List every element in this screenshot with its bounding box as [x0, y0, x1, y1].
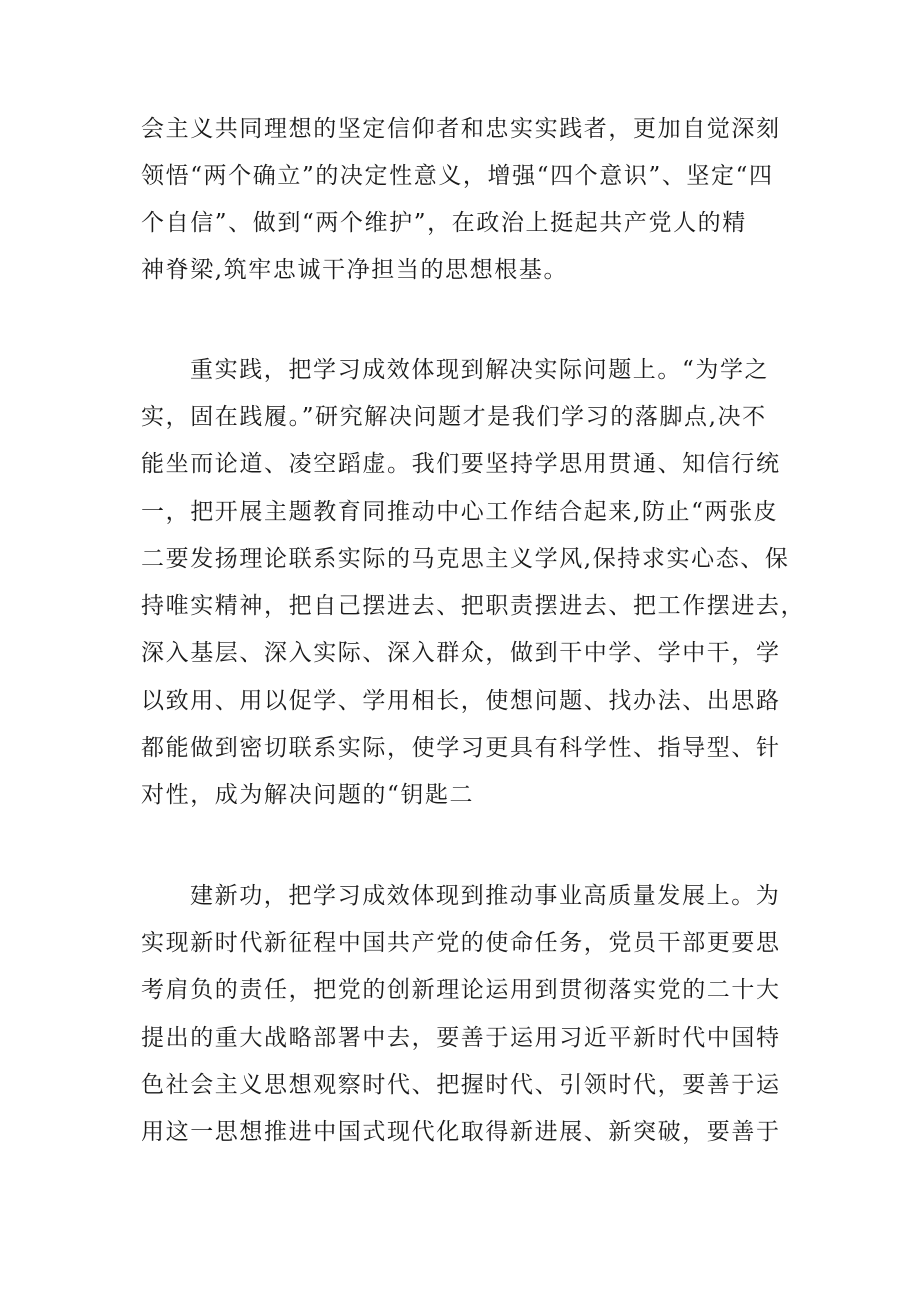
- text-line: 提出的重大战略部署中去，要善于运用习近平新时代中国特: [141, 1025, 781, 1051]
- text-line: 深入基层、深入实际、深入群众，做到干中学、学中干，学: [141, 640, 781, 666]
- text-line: 重实践，把学习成效体现到解决实际问题上。“为学之: [190, 357, 770, 383]
- text-line: 建新功，把学习成效体现到推动事业高质量发展上。为: [190, 883, 781, 909]
- text-line: 考肩负的责任，把党的创新理论运用到贯彻落实党的二十大: [141, 977, 781, 1003]
- text-line: 实现新时代新征程中国共产党的使命任务，党员干部更要思: [141, 930, 781, 956]
- text-line: 能坐而论道、凌空蹈虚。我们要坚持学思用贯通、知信行统: [141, 451, 781, 477]
- text-line: 对性，成为解决问题的“钥匙二: [141, 782, 475, 808]
- text-line: 会主义共同理想的坚定信仰者和忠实实践者，更加自觉深刻: [141, 116, 781, 142]
- text-line: 神脊梁,筑牢忠诚干净担当的思想根基。: [141, 257, 569, 283]
- text-line: 领悟“两个确立”的决定性意义，增强“四个意识”、坚定“四: [141, 163, 774, 189]
- text-line: 一，把开展主题教育同推动中心工作结合起来,防止“两张皮: [141, 499, 779, 525]
- text-line: 都能做到密切联系实际，使学习更具有科学性、指导型、针: [141, 735, 781, 761]
- text-line: 个自信”、做到“两个维护”，在政治上挺起共产党人的精: [141, 210, 747, 236]
- text-line: 二要发扬理论联系实际的马克思主义学风,保持求实心态、保: [141, 546, 790, 572]
- text-line: 色社会主义思想观察时代、把握时代、引领时代，要善于运: [141, 1072, 781, 1098]
- text-line: 实，固在践履。”研究解决问题才是我们学习的落脚点,决不: [141, 404, 767, 430]
- text-line: 持唯实精神，把自己摆进去、把职责摆进去、把工作摆进去，: [141, 593, 806, 619]
- text-line: 用这一思想推进中国式现代化取得新进展、新突破，要善于: [141, 1119, 781, 1145]
- text-line: 以致用、用以促学、学用相长，使想问题、找办法、出思路: [141, 688, 781, 714]
